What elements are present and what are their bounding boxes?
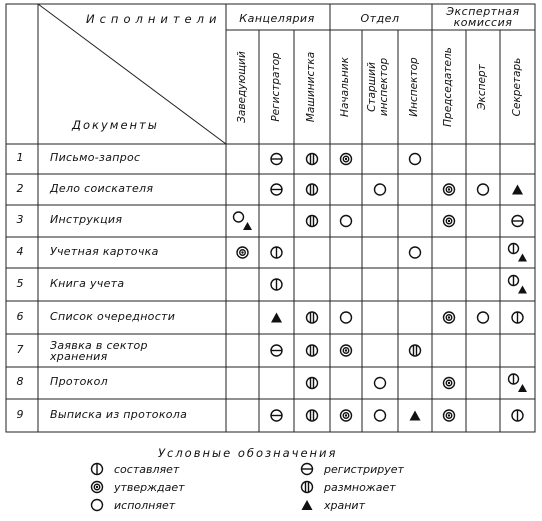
composes-icon xyxy=(512,410,523,421)
role-label: Председатель xyxy=(442,47,454,127)
registers-icon xyxy=(271,184,282,195)
composes-icon xyxy=(271,247,282,258)
row-number: 1 xyxy=(16,151,24,164)
row-number: 5 xyxy=(16,276,24,290)
row-number: 6 xyxy=(16,309,24,323)
table-cells xyxy=(234,154,528,422)
stores-icon xyxy=(512,185,523,195)
role-label: Старший инспектор xyxy=(366,57,390,117)
executes-icon xyxy=(341,216,352,227)
approves-icon xyxy=(444,378,455,389)
executes-icon xyxy=(375,184,386,195)
row-number: 8 xyxy=(16,375,24,388)
legend-item xyxy=(90,462,179,476)
role-label: Секретарь xyxy=(510,57,523,117)
registers-icon xyxy=(271,154,282,165)
approves-icon xyxy=(444,410,455,421)
documents-header: Документы xyxy=(72,118,159,132)
approves-icon xyxy=(341,345,352,356)
executes-icon xyxy=(92,500,103,511)
composes-icon xyxy=(271,279,282,290)
executes-icon xyxy=(375,378,386,389)
legend-item xyxy=(90,480,185,494)
row-document-label: Дело соискателя xyxy=(50,181,154,195)
row-number: 3 xyxy=(16,213,24,226)
stores-icon xyxy=(518,384,527,392)
legend-item xyxy=(300,498,365,512)
legend-label: утверждает xyxy=(114,480,185,494)
executes-icon xyxy=(234,212,244,222)
legend-label: хранит xyxy=(324,498,365,512)
legend-label: составляет xyxy=(114,462,180,476)
group-chancellery: Канцелярия xyxy=(239,12,315,25)
copies-icon xyxy=(410,345,421,356)
row-document-label: Письмо-запрос xyxy=(50,151,141,164)
group-department: Отдел xyxy=(360,12,400,25)
registers-icon xyxy=(300,462,314,476)
composes-icon xyxy=(512,312,523,323)
stores-icon xyxy=(302,500,313,510)
copies-icon xyxy=(307,410,318,421)
role-label: Эксперт xyxy=(476,64,488,110)
row-document-label: Выписка из протокола xyxy=(50,407,188,421)
executes-icon xyxy=(375,410,386,421)
stores-icon xyxy=(243,222,252,230)
role-label: Начальник xyxy=(339,57,351,117)
approves-icon xyxy=(341,410,352,421)
role-label: Машинистка xyxy=(305,51,317,123)
registers-icon xyxy=(512,216,523,227)
registers-icon xyxy=(271,345,282,356)
executes-icon xyxy=(410,154,421,165)
row-document-label: Книга учета xyxy=(50,276,125,290)
legend-label: исполняет xyxy=(114,498,176,512)
executes-icon xyxy=(410,247,421,258)
row-document-label: Протокол xyxy=(50,375,108,388)
copies-icon xyxy=(307,216,318,227)
row-document-label: Инструкция xyxy=(50,213,123,226)
copies-icon xyxy=(307,184,318,195)
copies-icon xyxy=(302,482,313,493)
copies-icon xyxy=(307,345,318,356)
row-document-label: Заявка в сектор хранения xyxy=(50,338,148,363)
row-number: 7 xyxy=(16,342,24,356)
legend xyxy=(0,440,542,521)
approves-icon xyxy=(444,216,455,227)
executes-icon xyxy=(90,498,104,512)
copies-icon xyxy=(300,480,314,494)
stores-icon xyxy=(518,285,527,293)
performers-header: Исполнители xyxy=(86,12,222,26)
row-number: 9 xyxy=(16,407,24,421)
copies-icon xyxy=(307,312,318,323)
row-document-label: Учетная карточка xyxy=(50,244,159,258)
legend-title: Условные обозначения xyxy=(158,446,338,460)
role-label: Регистратор xyxy=(269,52,282,122)
approves-icon xyxy=(444,184,455,195)
composes-icon xyxy=(92,464,103,475)
row-number: 4 xyxy=(16,244,24,258)
copies-icon xyxy=(307,154,318,165)
stores-icon xyxy=(300,498,314,512)
legend-label: регистрирует xyxy=(324,462,404,476)
registers-icon xyxy=(302,464,313,475)
composes-icon xyxy=(509,374,519,384)
legend-item xyxy=(90,498,175,512)
role-label: Заведующий xyxy=(235,51,248,123)
stores-icon xyxy=(518,253,527,261)
legend-item xyxy=(300,462,404,476)
legend-item xyxy=(300,480,396,494)
approves-icon xyxy=(92,482,103,493)
stores-icon xyxy=(271,313,282,323)
legend-label: размножает xyxy=(324,480,396,494)
executes-icon xyxy=(478,184,489,195)
registers-icon xyxy=(271,410,282,421)
approves-icon xyxy=(444,312,455,323)
executes-icon xyxy=(478,312,489,323)
row-document-label: Список очередности xyxy=(50,309,176,323)
approves-icon xyxy=(90,480,104,494)
composes-icon xyxy=(509,276,519,286)
approves-icon xyxy=(237,247,248,258)
copies-icon xyxy=(307,378,318,389)
composes-icon xyxy=(90,462,104,476)
group-expert-commission: Экспертная комиссия xyxy=(446,5,520,29)
executes-icon xyxy=(341,312,352,323)
approves-icon xyxy=(341,154,352,165)
role-label: Инспектор xyxy=(408,57,420,117)
row-number: 2 xyxy=(16,181,24,195)
composes-icon xyxy=(509,244,519,254)
stores-icon xyxy=(410,411,421,421)
